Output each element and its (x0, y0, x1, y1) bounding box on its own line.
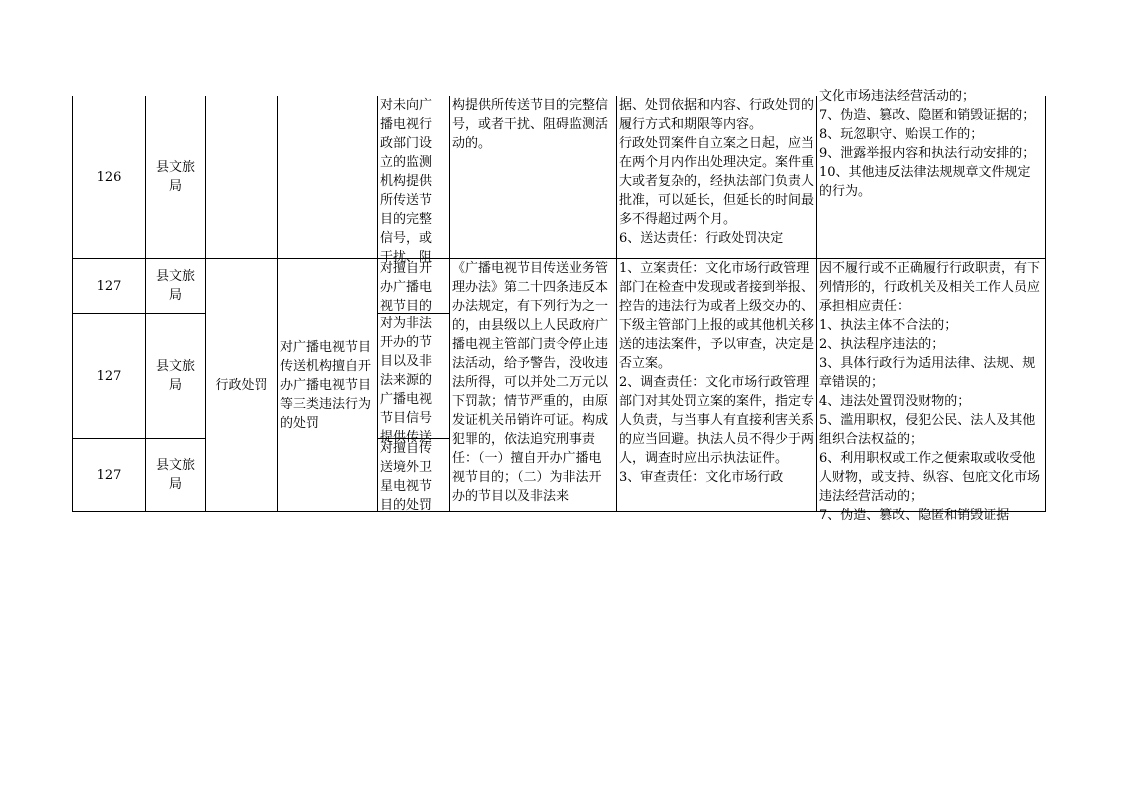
row-127c-department: 县文旅 局 (146, 439, 206, 512)
row-126-number: 126 (72, 96, 146, 259)
row-127c-number: 127 (72, 439, 146, 512)
row-126-name (278, 96, 378, 259)
row-127a-number: 127 (72, 259, 146, 314)
row-127-accountability: 因不履行或不正确履行行政职责，有下列情形的，行政机关及相关工作人员应承担相应责任： 1、执法主体不合法的； 2、执法程序违法的； 3、具体行政行为适用法律、法规、规章错误的； 4、违法处置罚没财物的； 5、滥用职权，侵犯公民、法人及其他组织合法权益的； 6、利用职权或工作之便索取或收受他人财物，或支持、纵容、包庇文化市场违法经营活动的； 7、伪造、篡改、隐匿和销毁证据 (817, 259, 1046, 512)
row-127b-sub-item: 对为非法 开办的节 目以及非 法来源的 广播电视 节目信号 提供传送 (378, 314, 450, 439)
row-126-department: 县文旅 局 (146, 96, 206, 259)
row-127-legal-basis: 《广播电视节目传送业务管理办法》第二十四条违反本办法规定，有下列行为之一的，由县级以上人民政府广播电视主管部门责令停止违法活动，给予警告，没收违法所得，可以并处二万元以下罚款；情节严重的，由原发证机关吊销许可证。构成犯罪的，依法追究刑事责任：（一）擅自开办广播电视节目的；（二）为非法开办的节目以及非法来 (450, 259, 617, 512)
row-127a-department: 县文旅 局 (146, 259, 206, 314)
row-127-responsibility: 1、立案责任：文化市场行政管理部门在检查中发现或者接到举报、控告的违法行为或者上级交办的、下级主管部门上报的或其他机关移送的违法案件，予以审查，决定是否立案。 2、调查责任：文化市场行政管理部门对其处罚立案的案件，指定专人负责，与当事人有直接利害关系的应当回避。执法人员不得少于两人，调查时应出示执法证件。 3、审查责任：文化市场行政 (617, 259, 817, 512)
row-126-type (206, 96, 278, 259)
row-127a-sub-item: 对擅自开 办广播电 视节目的 (378, 259, 450, 314)
row-127-type: 行政处罚 (206, 259, 278, 512)
row-126-sub-item: 对未向广 播电视行 政部门设 立的监测 机构提供 所传送节 目的完整 信号，或 干扰、阻 (378, 96, 450, 259)
row-127b-department: 县文旅 局 (146, 314, 206, 439)
row-126-responsibility: 据、处罚依据和内容、行政处罚的履行方式和期限等内容。 行政处罚案件自立案之日起，应当在两个月内作出处理决定。案件重大或者复杂的，经执法部门负责人批准，可以延长，但延长的时间最多不得超过两个月。 6、送达责任：行政处罚决定 (617, 96, 817, 259)
row-126-legal-basis: 构提供所传送节目的完整信号，或者干扰、阻碍监测活动的。 (450, 96, 617, 259)
penalty-table (72, 89, 1046, 523)
row-127c-sub-item: 对擅自传 送境外卫 星电视节 目的处罚 (378, 439, 450, 512)
row-127-name: 对广播电视节目传送机构擅自开办广播电视节目等三类违法行为的处罚 (278, 259, 378, 512)
row-126-accountability: 文化市场违法经营活动的； 7、伪造、篡改、隐匿和销毁证据的； 8、玩忽职守、贻误工作的； 9、泄露举报内容和执法行动安排的； 10、其他违反法律法规规章文件规定的行为。 (817, 96, 1046, 259)
row-127b-number: 127 (72, 314, 146, 439)
